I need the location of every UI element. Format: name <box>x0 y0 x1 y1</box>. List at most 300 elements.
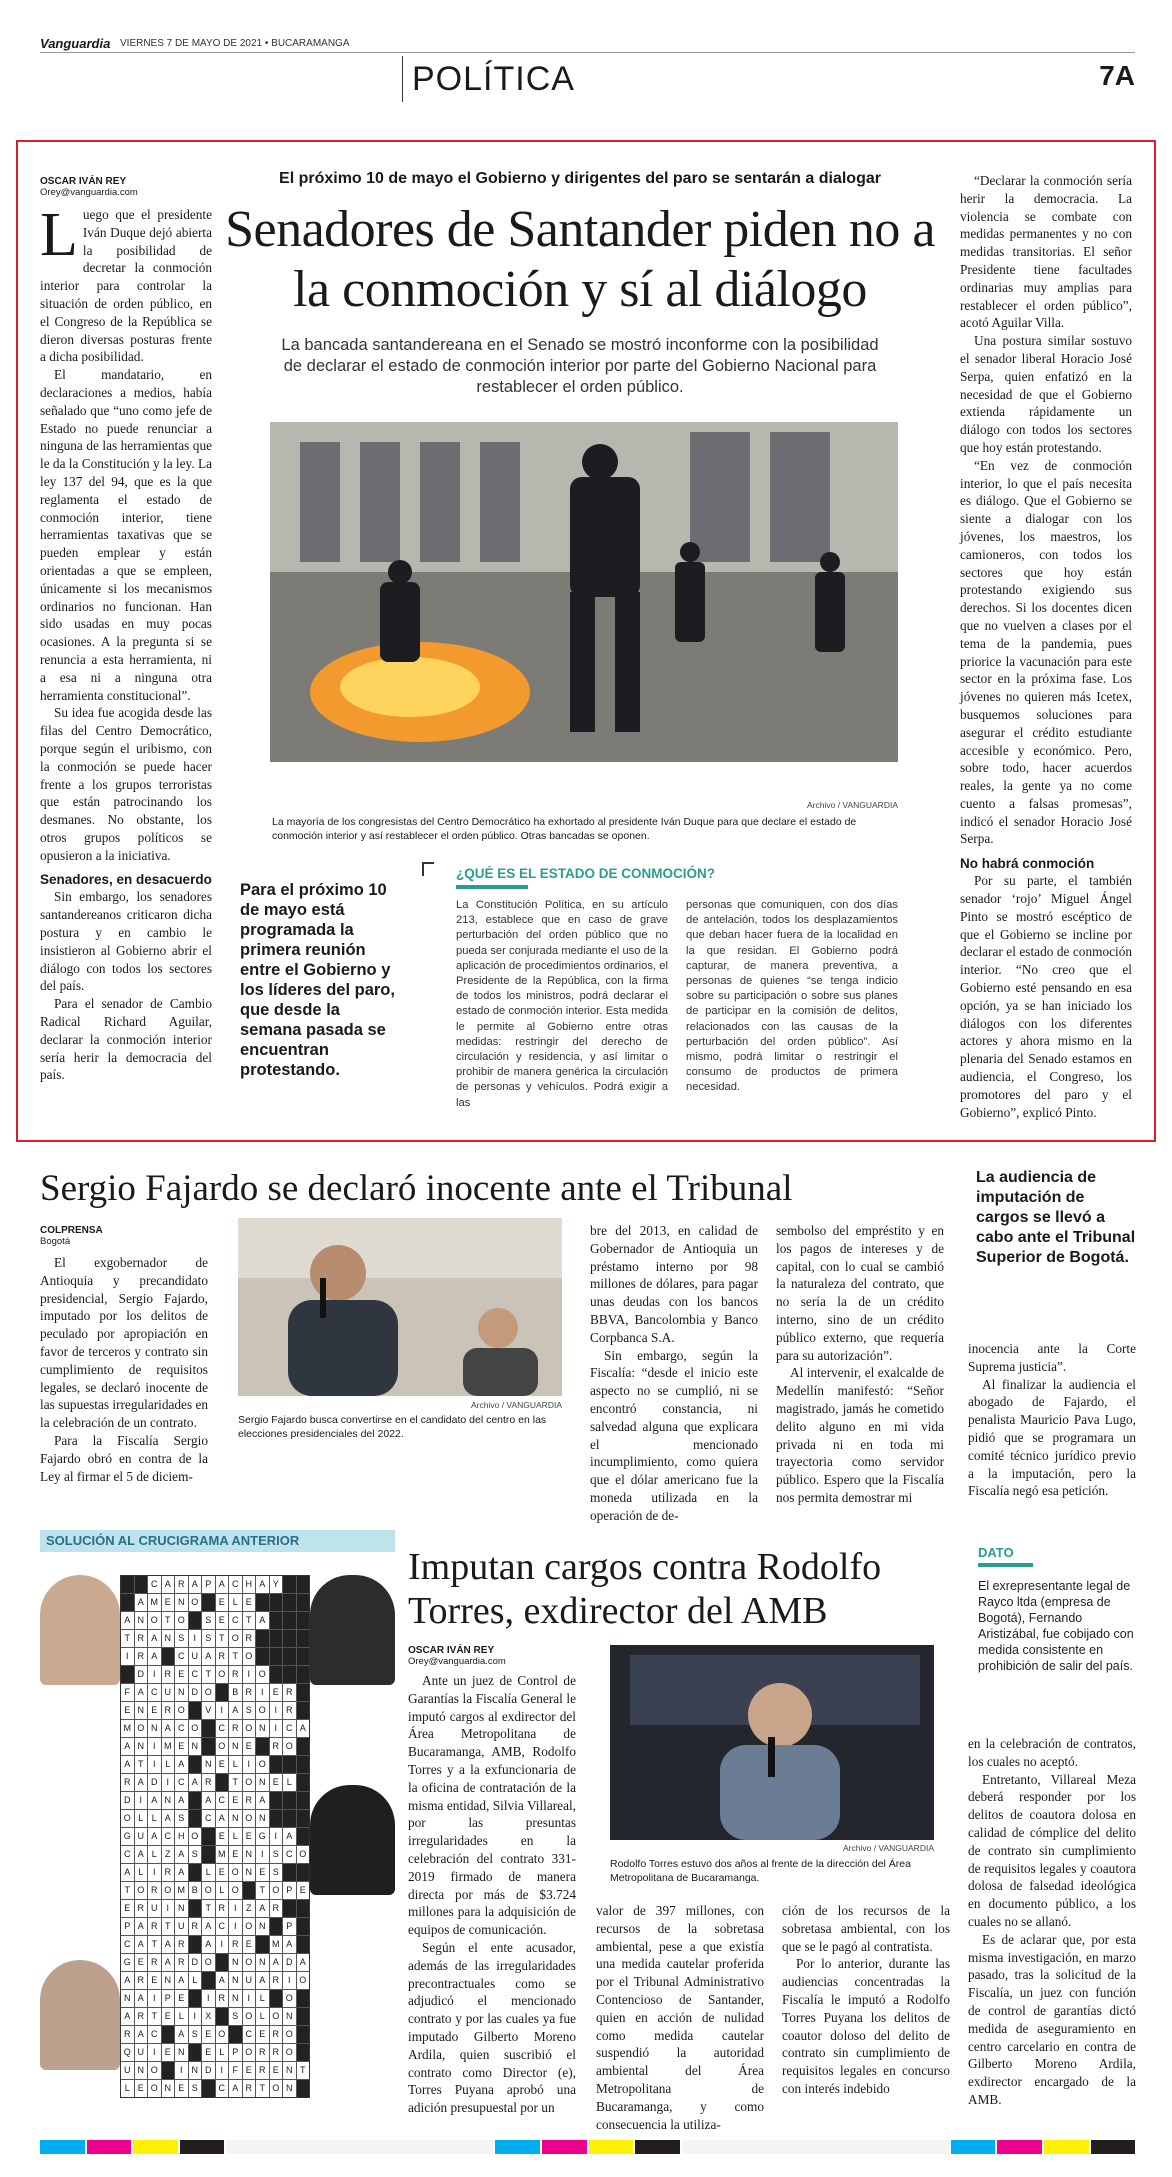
crossword-cell: E <box>270 1774 283 1791</box>
photo-credit: Archivo / VANGUARDIA <box>842 1843 934 1853</box>
crossword-cell <box>202 1720 215 1737</box>
crossword-cell: H <box>175 1828 188 1845</box>
crossword-cell: C <box>216 1792 229 1809</box>
crossword-cell: A <box>121 2008 134 2025</box>
crossword-cell: A <box>135 1846 148 1863</box>
crossword-cell: I <box>256 1684 269 1701</box>
crossword-cell: N <box>189 1738 202 1755</box>
box-title: ¿QUÉ ES EL ESTADO DE CONMOCIÓN? <box>456 866 716 881</box>
crossword-cell: I <box>243 1666 256 1683</box>
crossword-cell: C <box>189 1666 202 1683</box>
crossword-cell: R <box>135 1972 148 1989</box>
crossword-cell: N <box>175 2044 188 2061</box>
crossword-title: SOLUCIÓN AL CRUCIGRAMA ANTERIOR <box>40 1530 395 1552</box>
page-number: 7A <box>1099 60 1135 91</box>
crossword-cell <box>283 1630 296 1647</box>
crossword-cell: N <box>243 1846 256 1863</box>
main-deck: La bancada santandereana en el Senado se mostró inconforme con la posibilidad de declarar el estado de conmoción interior por parte del Gobierno Nacional para restablecer el orden público. <box>281 336 879 396</box>
crossword-cell: A <box>148 1792 161 1809</box>
crossword-cell <box>256 1594 269 1611</box>
crossword-cell: N <box>162 1972 175 1989</box>
crossword-cell: S <box>175 1810 188 1827</box>
crossword-cell: N <box>135 1738 148 1755</box>
body-paragraph: Por su parte, el también senador ‘rojo’ Miguel Ángel Pinto se mostró escéptico de que el Gobierno se incline por declarar el estado de conmoción interior. “No creo que el Gobierno esté pensando en esa opción, ya se han iniciado los diálogos con los diferentes actores y ahora mismo en la plenaria del Senado estamos en audiencia, el Congreso, los promotores del paro y el Gobierno”, explicó Pinto. <box>960 873 1132 1120</box>
crossword-cell <box>216 2008 229 2025</box>
crossword-cell: A <box>175 1864 188 1881</box>
crossword-cell: R <box>175 1936 188 1953</box>
crossword-cell: I <box>162 1774 175 1791</box>
crossword-cell <box>202 2080 215 2097</box>
crossword-cell: E <box>256 2026 269 2043</box>
crossword-cell: L <box>148 1846 161 1863</box>
crossword-cell: A <box>216 1576 229 1593</box>
crossword-cell: C <box>243 2026 256 2043</box>
fajardo-col-3 <box>776 1222 944 1507</box>
crossword-cell: N <box>202 1756 215 1773</box>
header-rule <box>40 52 1135 53</box>
crossword-cell: A <box>256 1576 269 1593</box>
crossword-cell: A <box>162 1576 175 1593</box>
crossword-cell: E <box>216 1756 229 1773</box>
crossword-cell <box>297 1828 310 1845</box>
crossword-cell: N <box>256 1918 269 1935</box>
crossword-cell: A <box>162 1936 175 1953</box>
bracket-mark <box>422 862 434 876</box>
crossword-cell: A <box>189 1576 202 1593</box>
crossword-cell: I <box>121 1648 134 1665</box>
crossword-cell: E <box>162 1594 175 1611</box>
crossword-cell <box>216 1684 229 1701</box>
crossword-cell: A <box>135 1684 148 1701</box>
crossword-cell: N <box>283 2062 296 2079</box>
crossword-cell: O <box>135 1720 148 1737</box>
crossword-cell: R <box>283 1684 296 1701</box>
crossword-cell: R <box>256 2062 269 2079</box>
crossword-cell: A <box>121 1864 134 1881</box>
crossword-cell <box>270 1810 283 1827</box>
fajardo-byline <box>40 1225 103 1247</box>
crossword-cell: N <box>256 1720 269 1737</box>
crossword-cell <box>283 1576 296 1593</box>
crossword-cell: I <box>243 1756 256 1773</box>
crossword-cell: O <box>216 2026 229 2043</box>
crossword-cell: C <box>283 1846 296 1863</box>
crossword-cell <box>283 1612 296 1629</box>
protest-photo <box>270 422 898 762</box>
crossword-cell: E <box>216 1612 229 1629</box>
crossword-cell: S <box>243 1702 256 1719</box>
crossword-cell <box>283 1900 296 1917</box>
crossword-cell: P <box>283 1882 296 1899</box>
crossword-cell: C <box>229 1576 242 1593</box>
crossword-cell <box>189 1756 202 1773</box>
crossword-cell: V <box>202 1702 215 1719</box>
crossword-cell: O <box>135 1882 148 1899</box>
torres-byline <box>408 1645 506 1667</box>
crossword-cell: C <box>148 2026 161 2043</box>
crossword-cell: N <box>135 1612 148 1629</box>
crossword-cell: I <box>243 1990 256 2007</box>
crossword-cell: R <box>229 1666 242 1683</box>
page-header <box>40 30 1135 110</box>
crossword-cell: R <box>270 1900 283 1917</box>
crossword-cell: D <box>189 1684 202 1701</box>
crossword-cell: I <box>270 1720 283 1737</box>
body-paragraph: en la celebración de contratos, los cuales no aceptó. <box>968 1736 1136 1769</box>
crossword-cell: D <box>121 1792 134 1809</box>
crossword-cell: R <box>148 1954 161 1971</box>
crossword-cell: A <box>135 1774 148 1791</box>
crossword-cell <box>297 1774 310 1791</box>
crossword-cell: L <box>135 1810 148 1827</box>
crossword-cell: F <box>229 2062 242 2079</box>
crossword-cell: A <box>135 1918 148 1935</box>
crossword-cell: A <box>297 1720 310 1737</box>
section-title: POLÍTICA <box>412 60 575 98</box>
crossword-cell <box>202 1972 215 1989</box>
body-paragraph: Al finalizar la audiencia el abogado de Fajardo, el penalista Mauricio Pava Lugo, pidió que se programara un comité técnico jurídico previo a la imputación, pero la Fiscalía negó esa petición. <box>968 1376 1136 1499</box>
crossword-cell: A <box>283 1936 296 1953</box>
crossword-cell <box>189 1990 202 2007</box>
crossword-cell: U <box>189 1648 202 1665</box>
crossword-cell: O <box>148 2080 161 2097</box>
crossword-cell: N <box>229 1972 242 1989</box>
crossword-cell: L <box>283 1774 296 1791</box>
crossword-cell <box>162 2062 175 2079</box>
crossword-cell <box>297 2008 310 2025</box>
crossword-portrait <box>310 1575 395 1685</box>
crossword-cell: P <box>202 1576 215 1593</box>
crossword-cell: O <box>243 1918 256 1935</box>
crossword-cell: L <box>175 2008 188 2025</box>
crossword-cell: N <box>148 1720 161 1737</box>
crossword-cell: M <box>175 1882 188 1899</box>
crossword-cell: A <box>189 1774 202 1791</box>
crossword-cell <box>202 1594 215 1611</box>
torres-col-1 <box>408 1672 576 2117</box>
crossword-cell: N <box>243 1864 256 1881</box>
crossword-cell: E <box>297 1882 310 1899</box>
crossword-cell: R <box>270 2026 283 2043</box>
crossword-cell: T <box>297 2062 310 2079</box>
crossword-cell: N <box>256 1954 269 1971</box>
crossword-cell: P <box>162 1990 175 2007</box>
fajardo-photo <box>238 1218 562 1396</box>
body-paragraph: uego que el presidente Iván Duque dejó abierta la posibilidad de decretar la conmoción interior para controlar la situación de orden público, en el Congreso de la República se dieron diversas posturas frente a dicha posibilidad. <box>40 207 212 365</box>
crossword-cell: C <box>229 1612 242 1629</box>
crossword-cell: L <box>216 1882 229 1899</box>
crossword-cell: O <box>202 1954 215 1971</box>
crossword-cell: N <box>229 1990 242 2007</box>
crossword-cell: T <box>148 2008 161 2025</box>
crossword-cell: A <box>121 1972 134 1989</box>
crossword-cell: O <box>243 1648 256 1665</box>
crossword-cell: A <box>135 1936 148 1953</box>
crossword-cell: E <box>216 1828 229 1845</box>
crossword-cell <box>202 1846 215 1863</box>
crossword-cell: A <box>202 1792 215 1809</box>
crossword-cell: N <box>175 1684 188 1701</box>
crossword-cell: C <box>148 1684 161 1701</box>
crossword-cell: E <box>148 1702 161 1719</box>
crossword-portrait <box>310 1785 395 1895</box>
crossword-cell: O <box>229 1864 242 1881</box>
crossword-cell: R <box>243 2080 256 2097</box>
crossword-grid <box>120 1575 310 2098</box>
crossword-cell: N <box>162 1792 175 1809</box>
crossword-cell: N <box>229 1954 242 1971</box>
crossword-cell: T <box>135 1756 148 1773</box>
crossword-cell: E <box>175 2080 188 2097</box>
crossword-cell: O <box>229 1882 242 1899</box>
crossword-cell: G <box>121 1954 134 1971</box>
crossword-cell <box>270 1918 283 1935</box>
crossword-cell: T <box>121 1630 134 1647</box>
crossword-cell: L <box>216 2044 229 2061</box>
body-paragraph: Para el senador de Cambio Radical Richard Aguilar, declarar la conmoción interior sería herir la democracia del país. <box>40 996 212 1083</box>
crossword-cell <box>297 1792 310 1809</box>
crossword-cell: A <box>202 1648 215 1665</box>
crossword-cell: R <box>202 1774 215 1791</box>
crossword-cell: E <box>243 1828 256 1845</box>
crossword-cell: L <box>256 2008 269 2025</box>
dato-label: DATO <box>978 1545 1014 1560</box>
crossword-cell: E <box>243 1936 256 1953</box>
crossword-cell: R <box>175 1576 188 1593</box>
crossword-cell: O <box>189 1720 202 1737</box>
crossword-cell: E <box>256 1864 269 1881</box>
crossword-cell: A <box>175 1972 188 1989</box>
crossword-cell: A <box>202 1918 215 1935</box>
crossword-cell: A <box>175 1792 188 1809</box>
crossword-cell: I <box>216 1702 229 1719</box>
crossword-cell: I <box>189 1630 202 1647</box>
crossword-cell <box>189 1810 202 1827</box>
crossword-grid-area <box>40 1575 395 2093</box>
crossword-cell: A <box>216 1810 229 1827</box>
crossword-cell: L <box>189 1972 202 1989</box>
crossword-cell: O <box>202 1684 215 1701</box>
crossword-cell: F <box>121 1684 134 1701</box>
crossword-cell: S <box>270 1846 283 1863</box>
crossword-cell: M <box>121 1720 134 1737</box>
crossword-cell <box>189 1864 202 1881</box>
crossword-cell: O <box>297 1846 310 1863</box>
crossword-cell: N <box>162 1630 175 1647</box>
crossword-cell: I <box>229 1918 242 1935</box>
crossword-cell <box>297 1666 310 1683</box>
crossword-cell: R <box>283 1702 296 1719</box>
crossword-cell: E <box>202 2044 215 2061</box>
crossword-cell: A <box>162 1810 175 1827</box>
crossword-cell: I <box>148 1756 161 1773</box>
crossword-cell: O <box>121 1810 134 1827</box>
crossword-cell: E <box>135 1954 148 1971</box>
crossword-cell <box>283 1810 296 1827</box>
crossword-cell <box>202 1828 215 1845</box>
crossword-cell: E <box>162 2044 175 2061</box>
fajardo-col-4 <box>968 1340 1136 1500</box>
crossword-cell: N <box>256 1774 269 1791</box>
crossword-cell <box>256 1936 269 1953</box>
crossword-cell: R <box>270 1738 283 1755</box>
crossword-cell <box>283 1864 296 1881</box>
crossword-cell <box>297 1684 310 1701</box>
photo-credit: Archivo / VANGUARDIA <box>806 800 898 810</box>
crossword-cell: R <box>135 1900 148 1917</box>
crossword-cell: E <box>162 2008 175 2025</box>
crossword-cell: I <box>148 2044 161 2061</box>
body-paragraph: Sin embargo, según la Fiscalía: “desde el inicio este aspecto no se cumplió, ni se encontró constancia, ni salvedad alguna que explicara el mencionado incumplimiento, como quiera que el dólar americano fue la moneda utilizada en la operación de de- <box>590 1347 758 1523</box>
crossword-cell <box>189 1612 202 1629</box>
crossword-cell: A <box>175 1756 188 1773</box>
crossword-cell <box>121 1666 134 1683</box>
crossword-cell: B <box>189 1882 202 1899</box>
crossword-cell: N <box>283 2008 296 2025</box>
crossword-cell: E <box>216 1594 229 1611</box>
crossword-cell: A <box>229 1702 242 1719</box>
crossword-cell <box>297 1594 310 1611</box>
crossword-cell: I <box>148 1666 161 1683</box>
crossword-cell: T <box>229 1648 242 1665</box>
crossword-cell: E <box>243 1738 256 1755</box>
crossword-cell: T <box>256 2080 269 2097</box>
crossword-cell: R <box>243 1792 256 1809</box>
crossword-cell: E <box>175 1666 188 1683</box>
crossword-cell: O <box>175 1702 188 1719</box>
crossword-cell <box>297 1702 310 1719</box>
crossword-cell <box>270 1630 283 1647</box>
fajardo-sidebar-quote: La audiencia de imputación de cargos se llevó a cabo ante el Tribunal Superior de Bogotá. <box>976 1169 1136 1266</box>
crossword-cell <box>162 1648 175 1665</box>
torres-col-3 <box>782 1902 950 2098</box>
crossword-cell: A <box>148 1828 161 1845</box>
crossword-cell: S <box>229 2008 242 2025</box>
crossword-cell: R <box>135 1630 148 1647</box>
crossword-cell: T <box>148 1936 161 1953</box>
crossword-cell: O <box>243 1720 256 1737</box>
crossword-cell: U <box>175 1918 188 1935</box>
crossword-cell: P <box>229 2044 242 2061</box>
pull-quote: Para el próximo 10 de mayo está programada la primera reunión entre el Gobierno y los líderes del paro, que desde la semana pasada se encuentran protestando. <box>240 881 395 1079</box>
crossword-cell: S <box>202 1612 215 1629</box>
crossword-cell: C <box>162 1828 175 1845</box>
crossword-cell: L <box>121 2080 134 2097</box>
photo-caption: La mayoría de los congresistas del Centro Democrático ha exhortado al presidente Iván Duque para que declare el estado de conmoción interior y así restablecer el orden público. Otras bancadas se oponen. <box>272 816 857 842</box>
crossword-cell: C <box>216 1918 229 1935</box>
torres-headline: Imputan cargos contra Rodolfo Torres, exdirector del AMB <box>408 1546 882 1632</box>
crossword-cell: I <box>162 1900 175 1917</box>
crossword-cell: A <box>202 1936 215 1953</box>
byline-name: OSCAR IVÁN REY <box>408 1645 495 1656</box>
crossword-cell: S <box>175 1630 188 1647</box>
crossword-portrait <box>40 1575 120 1685</box>
crossword-cell <box>283 1666 296 1683</box>
body-paragraph: El exgobernador de Antioquia y precandidato presidencial, Sergio Fajardo, imputado por los delitos de peculado por apropiación en favor de terceros y contrato sin cumplimiento de requisitos legales, se declaró inocente de las supuestas irregularidades en la celebración de un contrato. <box>40 1255 209 1431</box>
crossword-cell: R <box>175 1954 188 1971</box>
crossword-cell: O <box>202 1882 215 1899</box>
crossword-cell <box>270 1594 283 1611</box>
crossword-cell: O <box>243 1774 256 1791</box>
crossword-cell: T <box>243 1612 256 1629</box>
crossword-cell <box>270 1666 283 1683</box>
crossword-cell: R <box>243 1684 256 1701</box>
crossword-cell: U <box>243 1972 256 1989</box>
crossword-cell: H <box>243 1576 256 1593</box>
crossword-cell: A <box>256 1612 269 1629</box>
body-paragraph: bre del 2013, en calidad de Gobernador de Antioquia un préstamo interno por 98 millones de dólares, para pagar unas deudas con los bancos BBVA, Bancolombia y Banco Corpbanca S.A. <box>590 1223 758 1345</box>
crossword-cell: C <box>283 1720 296 1737</box>
crossword-cell: E <box>243 2062 256 2079</box>
body-paragraph: “Declarar la conmoción sería herir la democracia. La violencia se combate con medidas permanentes y no con medidas transitorias. El señor Presidente tiene facultades ordinarias muy amplias para restablecer el orden público”, acotó Aguilar Villa. <box>960 173 1132 331</box>
crossword-cell: A <box>270 1954 283 1971</box>
masthead-logo: Vanguardia <box>40 36 111 51</box>
crossword-cell: A <box>229 2080 242 2097</box>
crossword-cell: M <box>148 1594 161 1611</box>
crossword-cell: E <box>229 1846 242 1863</box>
crossword-cell: L <box>229 1594 242 1611</box>
crossword-cell: A <box>216 1972 229 1989</box>
body-paragraph: “En vez de conmoción interior, lo que el país necesita es diálogo. Que el Gobierno se siente a dialogar con los jóvenes, los maestros, los camioneros, con todos los sectores que hoy están protestando exigiendo sus derechos. Si los docentes dicen que no vuelven a clases por el tema de la pandemia, pues priorice la vacunación para este sector en la próxima fase. Los jóvenes no quieren más Icetex, busquemos soluciones para asegurar el crédito estudiante accesible y económico. Pero, sobre todo, hacer acuerdos reales, la gente ya no come cuento a falsas promesas”, indicó el senador Horacio José Serpa. <box>960 457 1132 847</box>
main-col-1 <box>40 176 212 1084</box>
crossword-cell: I <box>189 2008 202 2025</box>
box-title-underline <box>456 885 528 889</box>
crossword-cell: T <box>121 1882 134 1899</box>
crossword-cell <box>297 2080 310 2097</box>
crossword-cell: L <box>162 1756 175 1773</box>
crossword-cell: R <box>216 1990 229 2007</box>
crossword-cell: O <box>283 2026 296 2043</box>
crossword-cell: S <box>189 1846 202 1863</box>
crossword-cell <box>189 1702 202 1719</box>
crossword-cell <box>297 1900 310 1917</box>
crossword-cell: C <box>175 1774 188 1791</box>
crossword-cell: C <box>121 1846 134 1863</box>
crossword-cell: R <box>162 1666 175 1683</box>
crossword-cell: N <box>256 1810 269 1827</box>
crossword-cell: A <box>121 1738 134 1755</box>
crossword-cell: A <box>135 1594 148 1611</box>
crossword-cell: I <box>216 2062 229 2079</box>
crossword-cell: C <box>121 1936 134 1953</box>
body-paragraph: El mandatario, en declaraciones a medios, había señalado que “uno como jefe de Estado no puede renunciar a ninguna de las herramientas que le da la Constitución y la ley. La ley 137 del 94, que es la que reglamenta el estado de conmoción interior, tiene herramientas taxativas que se pueden emplear y están orientadas a que se empleen, únicamente si los mecanismos ordinarios no funcionan. Han sido usadas en muy pocas ocasiones. A la pregunta si se renuncia a esta herramienta, ni a esa ni a ninguna otra herramienta constitucional”. <box>40 367 212 703</box>
crossword-cell: O <box>229 1630 242 1647</box>
body-paragraph: sembolso del empréstito y en los pagos de intereses y de capital, con lo cual se cambió la naturaleza del contrato, que no sería la de un crédito interno, sino de un crédito público externo, que requería para su autorización”. <box>776 1223 944 1363</box>
body-paragraph: Al intervenir, el exalcalde de Medellín manifestó: “Señor magistrado, jamás he cometido delito alguno en mi vida privada ni en toda mi trayectoria como servidor público. Espero que la Fiscalía nos permita demostrar mi <box>776 1365 944 1505</box>
crossword-cell: M <box>270 1936 283 1953</box>
crossword-cell: N <box>135 2062 148 2079</box>
print-color-bar <box>40 2140 1135 2154</box>
crossword-cell: D <box>148 1774 161 1791</box>
photo-credit: Archivo / VANGUARDIA <box>470 1400 562 1410</box>
crossword-cell: A <box>148 1648 161 1665</box>
crossword-cell: T <box>202 1900 215 1917</box>
crossword-cell <box>162 2026 175 2043</box>
crossword-cell: C <box>202 1810 215 1827</box>
subhead: No habrá conmoción <box>960 856 1095 872</box>
crossword-cell: O <box>162 1882 175 1899</box>
crossword-cell <box>243 1882 256 1899</box>
crossword-cell: E <box>270 1684 283 1701</box>
dato-text: El exrepresentante legal de Rayco ltda (empresa de Bogotá), Fernando Aristizábal, fue cobijado con medida consistente en prohibición de salir del país. <box>978 1579 1134 1673</box>
crossword-cell: O <box>256 1756 269 1773</box>
crossword-cell: A <box>256 1900 269 1917</box>
crossword-cell: R <box>162 1864 175 1881</box>
crossword-cell: E <box>175 1990 188 2007</box>
crossword-cell <box>297 1756 310 1773</box>
crossword-cell: R <box>270 2044 283 2061</box>
crossword-cell: A <box>162 1954 175 1971</box>
